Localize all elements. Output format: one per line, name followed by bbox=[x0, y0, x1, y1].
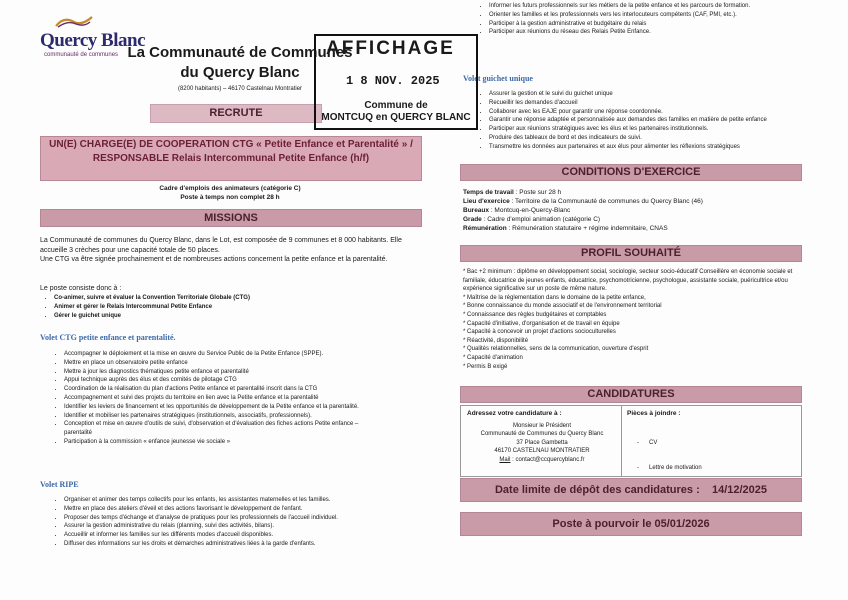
address-title: Adressez votre candidature à : bbox=[467, 410, 562, 417]
candidatures-box bbox=[460, 405, 802, 477]
list-item: * Permis B exigé bbox=[463, 363, 508, 370]
list-item: • Mettre en place un observatoire petite enfance bbox=[64, 359, 384, 368]
list-item: • Conception et mise en œuvre d'outils de suivi, d'observation et d'évaluation des fiches actions Petite enfance – parentalité bbox=[64, 420, 384, 438]
candidatures-divider bbox=[621, 406, 622, 476]
job-cadre: Cadre d'emplois des animateurs (catégorie C) bbox=[159, 185, 301, 192]
list-item: • Produire des tableaux de bord et des indicateurs de suivi. bbox=[489, 134, 829, 143]
right-top-list bbox=[475, 2, 829, 37]
list-item: • Gérer le guichet unique bbox=[54, 312, 434, 321]
logo-mark-icon bbox=[54, 14, 94, 28]
address-line: 46170 CASTELNAU MONTRATIER bbox=[494, 448, 590, 455]
list-item: • Co-animer, suivre et évaluer la Convention Territoriale Globale (CTG) bbox=[54, 294, 434, 303]
list-item: • Accompagnement et suivi des projets du territoire en lien avec la Petite enfance et la parentalité bbox=[64, 394, 384, 403]
missions-heading: MISSIONS bbox=[40, 209, 422, 227]
start-date-banner: Poste à pourvoir le 05/01/2026 bbox=[460, 512, 802, 536]
list-item: • Garantir une réponse adaptée et personnalisée aux demandes des familles en matière de petite enfance bbox=[489, 116, 829, 125]
list-item: • Accueillir et informer les familles sur les différents modes d'accueil disponibles. bbox=[64, 531, 434, 540]
logo-tagline: communauté de communes bbox=[44, 52, 119, 58]
list-item: * Connaissance des règles budgétaires et comptables bbox=[463, 311, 607, 318]
address-line: Communauté de Communes du Quercy Blanc bbox=[480, 431, 604, 438]
profil-heading: PROFIL SOUHAITÉ bbox=[460, 245, 802, 262]
conditions-heading: CONDITIONS D'EXERCICE bbox=[460, 164, 802, 181]
list-item: • Identifier les leviers de financement et les opportunités de développement de la Petite enfance et la parentalité. bbox=[64, 403, 384, 412]
mail-address[interactable]: : contact@ccquercyblanc.fr bbox=[510, 456, 585, 463]
list-item: • Mettre en place des ateliers d'éveil et des actions favorisant le développement de l'enfant. bbox=[64, 505, 434, 514]
list-item: * Bonne connaissance du monde associatif et de l'environnement territorial bbox=[463, 303, 662, 310]
list-item: • Recueillir les demandes d'accueil bbox=[489, 99, 829, 108]
stamp-date: 1 8 NOV. 2025 bbox=[346, 74, 440, 88]
header-title-line1: La Communauté de Communes bbox=[127, 44, 353, 61]
missions-intro-p1: La Communauté de communes du Quercy Blanc, dans le Lot, est composée de 9 communes et 8 000 habitants. Elle accueille 3 crèches pour une capacité totale de 50 places. bbox=[40, 237, 402, 254]
job-hours: Poste à temps non complet 28 h bbox=[180, 194, 280, 201]
volet-ripe-list bbox=[50, 496, 434, 549]
list-item: - Lettre de motivation bbox=[637, 465, 702, 472]
list-item: • Orienter les familles et les professionnels vers les interlocuteurs compétents (CAF, PMI, etc.). bbox=[489, 11, 829, 20]
header-title-line2: du Quercy Blanc bbox=[180, 64, 300, 81]
volet-ctg-title: Volet CTG petite enfance et parentalité. bbox=[40, 333, 176, 342]
list-item: • Identifier et mobiliser les partenaires stratégiques (institutionnels, associatifs, professionnels). bbox=[64, 412, 384, 421]
condition-row: Bureaux : Montcuq-en-Quercy-Blanc bbox=[463, 207, 571, 214]
conditions-list bbox=[463, 188, 803, 233]
address-line: 37 Place Gambetta bbox=[516, 439, 568, 446]
address-block bbox=[467, 422, 617, 464]
mail-line bbox=[467, 456, 617, 464]
list-item: • Diffuser des informations sur les droits et démarches administratives liées à la garde d'enfants. bbox=[64, 540, 434, 549]
list-item: * Réactivité, disponibilité bbox=[463, 337, 529, 344]
recrute-banner: RECRUTE bbox=[150, 104, 322, 123]
profil-list bbox=[463, 268, 803, 371]
list-item: - CV bbox=[637, 439, 658, 446]
list-item: * Capacité d'animation bbox=[463, 354, 523, 361]
missions-intro-p2: Une CTG va être signée prochainement et de nombreuses actions concernent la petite enfance et la parentalité. bbox=[40, 256, 388, 263]
list-item: • Participer aux réunions du réseau des Relais Petite Enfance. bbox=[489, 28, 829, 37]
missions-intro bbox=[40, 236, 420, 265]
missions-donc-list bbox=[40, 294, 434, 320]
volet-ripe-title: Volet RIPE bbox=[40, 480, 79, 489]
list-item: * Qualités relationnelles, sens de la communication, ouverture d'esprit bbox=[463, 346, 649, 353]
list-item: * Capacité à concevoir un projet d'actions socioculturelles bbox=[463, 329, 616, 336]
list-item: • Coordination de la réalisation du plan d'actions Petite enfance et parentalité inscrit dans la CTG bbox=[64, 385, 384, 394]
address-line: Monsieur le Président bbox=[512, 423, 572, 429]
job-title: UN(E) CHARGE(E) DE COOPERATION CTG « Petite Enfance et Parentalité » / RESPONSABLE Relais Intercommunal Petite Enfance (h/f) bbox=[40, 136, 422, 181]
stamp-place-line2: MONTCUQ en QUERCY BLANC bbox=[321, 112, 471, 123]
list-item: • Informer les futurs professionnels sur les métiers de la petite enfance et les parcours de formation. bbox=[489, 2, 829, 11]
volet-guichet-title: Volet guichet unique bbox=[463, 74, 533, 83]
list-item: • Proposer des temps d'échange et d'analyse de pratiques pour les professionnels de l'accueil individuel. bbox=[64, 514, 434, 523]
volet-ctg-list bbox=[50, 350, 384, 447]
volet-guichet-list bbox=[475, 90, 829, 152]
list-item: • Animer et gérer le Relais Intercommunal Petite Enfance bbox=[54, 303, 434, 312]
stamp-place-line1: Commune de bbox=[364, 100, 428, 111]
logo-wordmark: Quercy Blanc bbox=[40, 30, 146, 51]
header-address: (8200 habitants) – 46170 Castelnau Montratier bbox=[177, 86, 303, 92]
list-item: • Participation à la commission « enfance jeunesse vie sociale » bbox=[64, 438, 384, 447]
condition-row: Rémunération : Rémunération statutaire + régime indemnitaire, CNAS bbox=[463, 225, 668, 232]
list-item: * Maîtrise de la réglementation dans le domaine de la petite enfance, bbox=[463, 294, 646, 301]
list-item: • Organiser et animer des temps collectifs pour les enfants, les assistantes maternelles et les familles. bbox=[64, 496, 434, 505]
missions-donc-label: Le poste consiste donc à : bbox=[40, 285, 122, 292]
list-item: • Transmettre les données aux partenaires et aux élus pour alimenter les réflexions stratégiques bbox=[489, 143, 829, 152]
condition-row: Lieu d'exercice : Territoire de la Communauté de communes du Quercy Blanc (46) bbox=[463, 198, 703, 205]
list-item: • Participer à la gestion administrative et budgétaire du relais bbox=[489, 20, 829, 29]
list-item: • Mettre à jour les diagnostics thématiques petite enfance et parentalité bbox=[64, 368, 384, 377]
deadline-banner: Date limite de dépôt des candidatures : 14/12/2025 bbox=[460, 478, 802, 502]
condition-row: Grade : Cadre d'emploi animation (catégorie C) bbox=[463, 216, 601, 223]
stamp-title: AFFICHAGE bbox=[326, 38, 455, 59]
list-item: • Collaborer avec les EAJE pour garantir une réponse coordonnée. bbox=[489, 108, 829, 117]
affichage-stamp bbox=[314, 34, 478, 130]
list-item: * Capacité d'initiative, d'organisation et de travail en équipe bbox=[463, 320, 620, 327]
list-item: • Accompagner le déploiement et la mise en œuvre du Service Public de la Petite Enfance (SPPE). bbox=[64, 350, 384, 359]
candidatures-heading: CANDIDATURES bbox=[460, 386, 802, 403]
list-item: • Assurer la gestion administrative du relais (planning, suivi des activités, bilans). bbox=[64, 522, 434, 531]
list-item: • Appui technique auprès des élus et des comités de pilotage CTG bbox=[64, 376, 384, 385]
list-item: • Participer aux réunions stratégiques avec les élus et les partenaires institutionnels. bbox=[489, 125, 829, 134]
pieces-title: Pièces à joindre : bbox=[627, 410, 681, 417]
condition-row: Temps de travail : Poste sur 28 h bbox=[463, 189, 562, 196]
stamp-place bbox=[316, 100, 476, 124]
mail-label: Mail bbox=[499, 456, 511, 463]
list-item: * Bac +2 minimum : diplôme en développement social, sociologie, secteur socio-éducatif Conseillère en économie sociale et familiale, éducatrice de jeunes enfants, éducatrice, psychomotricienne, psychologue, assistante sociale, puéricultrice et/ou expérience significative sur un poste de même nature. bbox=[463, 269, 793, 293]
list-item: • Assurer la gestion et le suivi du guichet unique bbox=[489, 90, 829, 99]
